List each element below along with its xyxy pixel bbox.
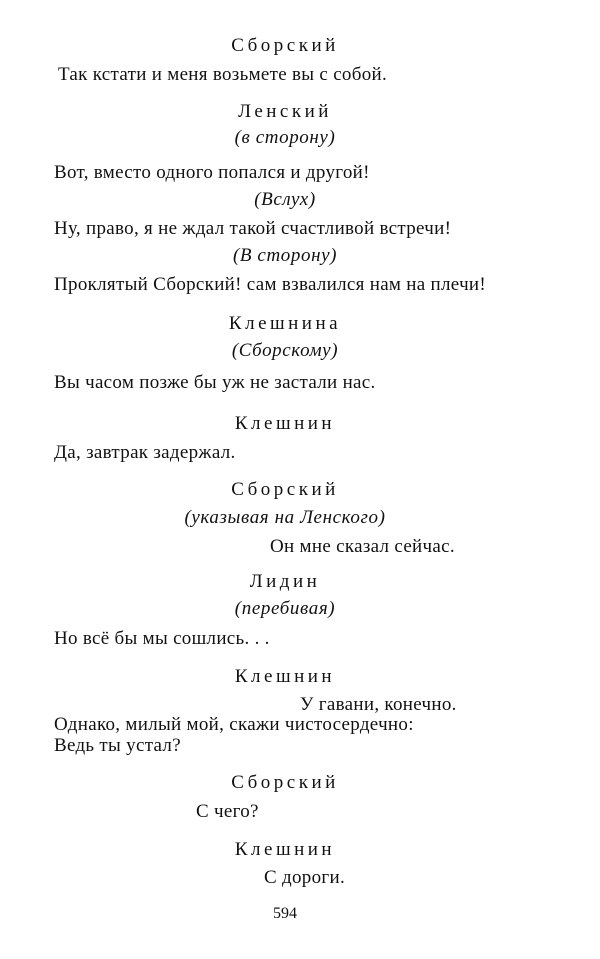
speaker-name: Клешнин <box>234 839 336 860</box>
stage-direction: (Вслух) <box>254 189 316 210</box>
stage-direction: (указывая на Ленского) <box>184 507 386 528</box>
dialogue-line: Ведь ты устал? <box>54 735 181 756</box>
stage-direction: (перебивая) <box>234 598 336 619</box>
stage-direction: (В сторону) <box>232 245 338 266</box>
speaker-name: Клешнин <box>234 666 336 687</box>
speaker-name: Сборский <box>231 772 339 793</box>
speaker-name: Ленский <box>238 101 332 122</box>
dialogue-line: Однако, милый мой, скажи чистосердечно: <box>54 714 414 735</box>
dialogue-line: Он мне сказал сейчас. <box>270 536 455 557</box>
dialogue-line: Вот, вместо одного попался и другой! <box>54 162 370 183</box>
dialogue-line: У гавани, конечно. <box>300 694 457 715</box>
dialogue-line: С чего? <box>196 801 259 822</box>
dialogue-line: Вы часом позже бы уж не застали нас. <box>54 372 376 393</box>
dialogue-line: Да, завтрак задержал. <box>54 442 236 463</box>
dialogue-line: Но всё бы мы сошлись. . . <box>54 628 270 649</box>
speaker-name: Лидин <box>249 571 321 592</box>
stage-direction: (Сборскому) <box>231 340 339 361</box>
speaker-name: Сборский <box>231 35 339 56</box>
dialogue-line: Проклятый Сборский! сам взвалился нам на плечи! <box>54 274 487 295</box>
speaker-name: Клешнина <box>228 313 342 334</box>
speaker-name: Клешнин <box>234 413 336 434</box>
stage-direction: (в сторону) <box>234 127 336 148</box>
speaker-name: Сборский <box>231 479 339 500</box>
page-number: 594 <box>273 905 297 922</box>
dialogue-line: Ну, право, я не ждал такой счастливой встречи! <box>54 218 452 239</box>
dialogue-line: С дороги. <box>264 867 346 888</box>
dialogue-line: Так кстати и меня возьмете вы с собой. <box>58 64 388 85</box>
